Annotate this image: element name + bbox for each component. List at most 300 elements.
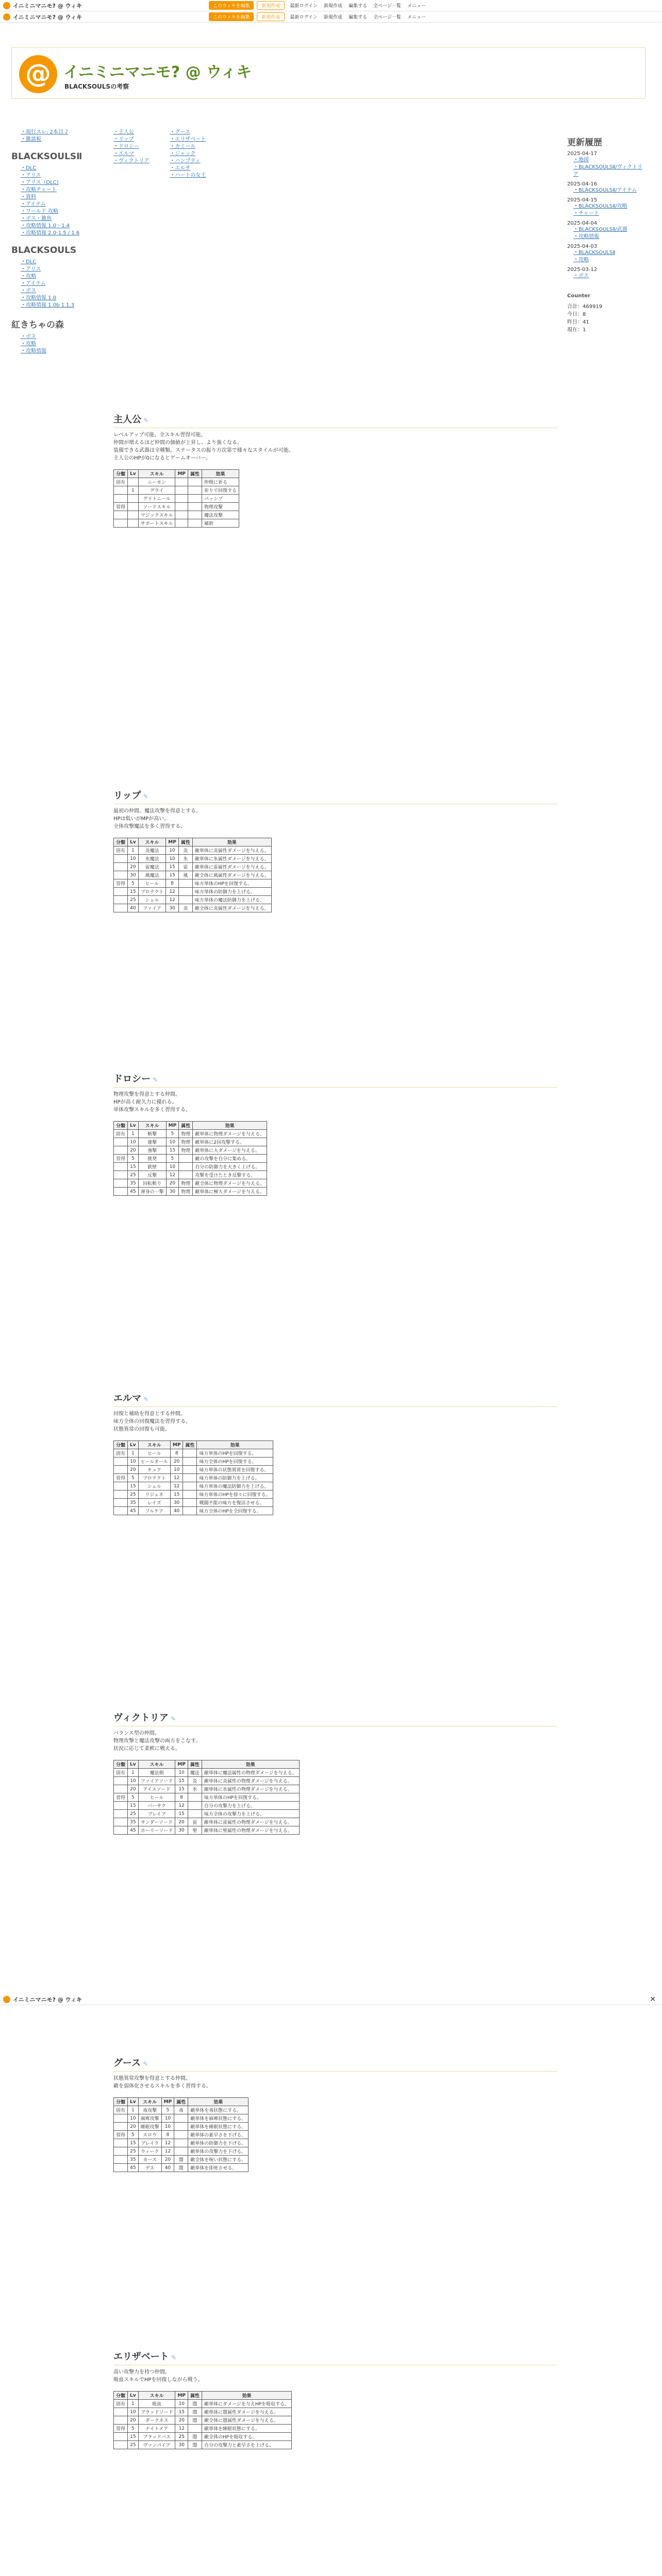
sidebar-link[interactable]: ・ アリス bbox=[21, 172, 84, 179]
table-cell bbox=[114, 2416, 128, 2425]
table-header-cell: Lv bbox=[128, 838, 139, 846]
table-cell: 20 bbox=[175, 2416, 188, 2425]
table-cell: 25 bbox=[175, 2433, 188, 2441]
table-cell: 5 bbox=[166, 1130, 179, 1138]
table-cell: 戦闘不能の味方を復活させる。 bbox=[197, 1499, 273, 1507]
edit-wiki-button[interactable]: このウィキを編集 bbox=[209, 1, 254, 10]
table-row bbox=[114, 2114, 249, 2123]
sidebar-link[interactable]: ・ 資料 bbox=[21, 194, 84, 201]
close-icon[interactable]: ✕ bbox=[650, 1995, 656, 2004]
table-cell: 15 bbox=[166, 1146, 179, 1155]
table-header-cell: Lv bbox=[128, 1441, 139, 1449]
app-title[interactable]: イニミニマニモ? @ ウィキ bbox=[13, 13, 82, 21]
table-row bbox=[114, 1130, 267, 1138]
table-header-row bbox=[114, 2098, 249, 2106]
table-cell: 習得 bbox=[114, 1793, 128, 1802]
table-cell bbox=[188, 1793, 202, 1802]
counter-now: 現在：1 bbox=[567, 327, 586, 333]
table-cell: 25 bbox=[128, 2147, 139, 2156]
sidebar-link[interactable]: ・ 攻略情報 1.0b 1.1.3 bbox=[21, 302, 84, 309]
table-row bbox=[114, 2408, 292, 2416]
section-heading[interactable]: リップ ✎ bbox=[113, 788, 557, 804]
menu-item-edit[interactable]: 編集する bbox=[349, 15, 368, 20]
toc-link[interactable]: ・ ハンプティ bbox=[170, 158, 206, 165]
new-page-button[interactable]: 新規作成 bbox=[257, 12, 285, 21]
table-cell: 15 bbox=[175, 1777, 188, 1785]
table-cell: 10 bbox=[170, 1466, 183, 1474]
counter-box bbox=[567, 292, 644, 334]
table-cell bbox=[175, 495, 188, 503]
menu-item-allpages[interactable]: 全ページ一覧 bbox=[373, 4, 401, 9]
table-cell bbox=[183, 1490, 197, 1499]
table-header-cell: スキル bbox=[138, 838, 166, 846]
sidebar-link[interactable]: ・ DLC bbox=[21, 259, 84, 266]
section-heading[interactable]: グース ✎ bbox=[113, 2056, 557, 2072]
toc-link[interactable]: ・ ハートの女王 bbox=[170, 172, 206, 179]
update-list bbox=[567, 226, 644, 241]
table-cell bbox=[114, 855, 128, 863]
table-cell: 炎魔法 bbox=[138, 846, 166, 855]
sidebar-link[interactable]: ・ 攻略情報 bbox=[21, 348, 84, 355]
table-header-cell: 属性 bbox=[179, 1122, 193, 1130]
table-cell: 25 bbox=[128, 1490, 139, 1499]
table-cell: 1 bbox=[128, 846, 139, 855]
section-body: バランス型の仲間。 物理攻撃と魔法攻撃の両方をこなす。 状況に応じて柔軟に戦える。 bbox=[113, 1731, 201, 1752]
table-cell bbox=[178, 888, 192, 896]
table-cell: 聖 bbox=[188, 1826, 202, 1835]
sidebar-link[interactable]: ・ アリス bbox=[21, 266, 84, 273]
menu-item-edit[interactable]: 編集する bbox=[349, 4, 368, 9]
table-cell bbox=[114, 1777, 128, 1785]
table-row bbox=[114, 871, 272, 879]
table-cell: 1 bbox=[128, 2400, 139, 2408]
table-header-cell: 効果 bbox=[202, 470, 239, 478]
update-link[interactable]: ・ 攻略 bbox=[573, 257, 644, 264]
sidebar-group-heading[interactable]: 紅きちゃの森 bbox=[11, 320, 64, 330]
sidebar-link[interactable]: ・ 攻略 bbox=[21, 341, 84, 348]
table-cell bbox=[114, 904, 128, 912]
table-cell: 10 bbox=[166, 1138, 179, 1146]
table-cell bbox=[114, 2156, 128, 2164]
table-row bbox=[114, 1826, 300, 1835]
table-cell bbox=[175, 486, 188, 495]
table-header-cell: 効果 bbox=[202, 2392, 292, 2400]
table-row bbox=[114, 2131, 249, 2139]
table-cell bbox=[183, 1499, 197, 1507]
table-cell bbox=[128, 478, 139, 486]
table-cell: 睡眠攻撃 bbox=[138, 2123, 161, 2131]
app-title[interactable]: イニミニマニモ? @ ウィキ bbox=[13, 1996, 82, 2003]
table-header-cell: 効果 bbox=[192, 838, 271, 846]
character-section bbox=[113, 1710, 557, 1835]
table-header-cell: 属性 bbox=[174, 2098, 188, 2106]
table-cell: ブレイブ bbox=[138, 1810, 175, 1818]
table-cell: 15 bbox=[175, 2408, 188, 2416]
table-cell: 習得 bbox=[114, 503, 128, 511]
table-cell: サンダーソード bbox=[138, 1818, 175, 1826]
table-cell: 攻撃を受けたとき反撃する。 bbox=[193, 1171, 267, 1179]
sidebar-link[interactable]: ・ アリス（DLC) bbox=[21, 179, 84, 187]
table-cell bbox=[114, 1810, 128, 1818]
table-cell: 10 bbox=[166, 1163, 179, 1171]
table-cell: 闇 bbox=[188, 2400, 202, 2408]
table-cell: 12 bbox=[170, 1474, 183, 1482]
table-cell bbox=[114, 863, 128, 871]
table-cell: 味方単体の状態異常を回復する。 bbox=[197, 1466, 273, 1474]
table-cell bbox=[179, 1163, 193, 1171]
table-cell bbox=[114, 1458, 128, 1466]
update-date: 2025-04-15 bbox=[567, 197, 598, 203]
table-cell: 30 bbox=[166, 904, 179, 912]
table-row bbox=[114, 1155, 267, 1163]
menu-item-menu[interactable]: メニュー bbox=[407, 4, 426, 9]
section-body: レベルアップ可能、全スキル習得可能。 仲間が増えるほど仲間の価値が上昇し、より強くなる。 装備できる武器は全種類。ステータスの振り方次第で様々なスタイルが可能。 主人公のHPが0になるとゲームオーバー。 bbox=[113, 432, 294, 461]
table-cell bbox=[114, 1466, 128, 1474]
table-cell bbox=[188, 503, 202, 511]
table-cell: 固有 bbox=[114, 1449, 128, 1458]
table-cell: 12 bbox=[175, 1802, 188, 1810]
update-link[interactable]: ・ BLACKSOULSⅡ/アイテム bbox=[573, 187, 644, 194]
table-cell: 固有 bbox=[114, 478, 128, 486]
table-cell: レイズ bbox=[138, 1499, 170, 1507]
counter-heading: Counter bbox=[567, 293, 590, 299]
sidebar-link[interactable]: ・ 攻略情報 1.0〜1.4 bbox=[21, 223, 84, 230]
table-cell bbox=[175, 511, 188, 519]
table-cell: 敵単体を睡眠状態にする。 bbox=[202, 2425, 292, 2433]
table-cell: ヒールオール bbox=[138, 1458, 170, 1466]
menu-item-new[interactable]: 新規作成 bbox=[324, 15, 343, 20]
table-cell: 35 bbox=[128, 1499, 139, 1507]
table-cell: 12 bbox=[161, 2147, 174, 2156]
table-cell: 45 bbox=[128, 1188, 139, 1196]
table-header-cell: 属性 bbox=[178, 838, 192, 846]
table-row bbox=[114, 1449, 273, 1458]
table-cell: 8 bbox=[161, 2131, 174, 2139]
sidebar-link[interactable]: ・ 雑談板 bbox=[21, 136, 84, 143]
table-cell: 敵全体に炎属性ダメージを与える。 bbox=[192, 904, 271, 912]
main-content bbox=[113, 129, 557, 200]
table-cell bbox=[114, 2123, 128, 2131]
toc-link[interactable]: ・ ジャック bbox=[170, 150, 206, 158]
table-cell: 15 bbox=[128, 2433, 139, 2441]
menu-item-new[interactable]: 新規作成 bbox=[324, 4, 343, 9]
table-header-cell: Lv bbox=[128, 1760, 139, 1769]
table-cell: 固有 bbox=[114, 1769, 128, 1777]
update-date: 2025-04-03 bbox=[567, 244, 598, 249]
table-row bbox=[114, 2441, 292, 2449]
sidebar-link[interactable]: ・ ボス bbox=[21, 287, 84, 295]
section-body: 状態異常攻撃を得意とする仲間。 敵を弱体化させるスキルを多く習得する。 bbox=[113, 2076, 211, 2089]
sidebar-link[interactable]: ・ 攻略情報 2.0-1.5 / 1.6 bbox=[21, 230, 84, 237]
table-cell bbox=[114, 511, 128, 519]
table-cell: 30 bbox=[170, 1499, 183, 1507]
table-cell: 敵単体に闇属性ダメージを与える。 bbox=[202, 2408, 292, 2416]
table-cell bbox=[174, 2147, 188, 2156]
table-cell bbox=[179, 1155, 193, 1163]
table-cell: 鉄壁 bbox=[138, 1163, 166, 1171]
table-cell: 敵単体を即死させる。 bbox=[188, 2164, 249, 2172]
sidebar-group-list bbox=[11, 259, 84, 309]
sidebar-link[interactable]: ・ ワールド 攻略 bbox=[21, 208, 84, 215]
counter-yesterday: 昨日：41 bbox=[567, 319, 589, 325]
site-logo[interactable]: @ bbox=[19, 55, 57, 93]
table-header-cell: Lv bbox=[128, 2392, 139, 2400]
table-cell: ヒール bbox=[138, 1793, 175, 1802]
table-cell: 15 bbox=[175, 1810, 188, 1818]
table-cell: 敵単体を毒状態にする。 bbox=[188, 2106, 249, 2114]
section-heading[interactable]: 主人公 ✎ bbox=[113, 412, 557, 428]
table-cell: 魔法攻撃 bbox=[202, 511, 239, 519]
table-cell: ヒール bbox=[138, 1449, 170, 1458]
table-cell bbox=[114, 1188, 128, 1196]
table-cell: 25 bbox=[128, 2441, 139, 2449]
update-list bbox=[567, 249, 644, 264]
table-cell: 5 bbox=[128, 2131, 139, 2139]
table-cell: 物理 bbox=[179, 1188, 193, 1196]
sidebar-link[interactable]: ・ 攻略チャート bbox=[21, 187, 84, 194]
table-cell: 魔法剣 bbox=[138, 1769, 175, 1777]
sidebar-link[interactable]: ・ ボス・雑魚 bbox=[21, 215, 84, 223]
menu-item-menu[interactable]: メニュー bbox=[407, 15, 426, 20]
table-cell: 氷 bbox=[188, 1785, 202, 1793]
table-cell: 5 bbox=[128, 1474, 139, 1482]
table-cell: 敵単体に炎属性ダメージを与える。 bbox=[192, 846, 271, 855]
table-cell: 10 bbox=[175, 1769, 188, 1777]
table-cell: 5 bbox=[161, 2106, 174, 2114]
table-header-row bbox=[114, 2392, 292, 2400]
table-header-cell: スキル bbox=[138, 2392, 175, 2400]
table-cell: 敵単体に大ダメージを与える。 bbox=[193, 1146, 267, 1155]
table-cell bbox=[183, 1482, 197, 1490]
table-row bbox=[114, 855, 272, 863]
update-link[interactable]: ・ ボス bbox=[573, 273, 644, 280]
table-cell: シェル bbox=[138, 896, 166, 904]
table-header-cell: Lv bbox=[128, 2098, 139, 2106]
table-cell bbox=[175, 503, 188, 511]
table-header-cell: 分類 bbox=[114, 1760, 128, 1769]
toc-link[interactable]: ・ ヴィクトリア bbox=[113, 158, 149, 165]
table-cell: 敵単体に炎属性の物理ダメージを与える。 bbox=[202, 1777, 299, 1785]
table-cell: サポートスキル bbox=[138, 519, 175, 528]
table-cell: ブレイク bbox=[138, 2139, 161, 2147]
table-cell: 固有 bbox=[114, 2400, 128, 2408]
update-date: 2025-03-12 bbox=[567, 267, 598, 273]
update-link[interactable]: ・ BLACKSOULSⅡ/攻略 bbox=[573, 203, 644, 210]
sidebar-link[interactable]: ・ アイテム bbox=[21, 201, 84, 208]
table-cell: 固有 bbox=[114, 2106, 128, 2114]
menu-item-login[interactable]: 最新ログイン bbox=[290, 15, 318, 20]
table-cell bbox=[178, 896, 192, 904]
character-section bbox=[113, 412, 557, 528]
sidebar-group-heading[interactable]: BLACKSOULS bbox=[11, 245, 77, 256]
character-section bbox=[113, 1391, 557, 1515]
table-cell: 敵全体を呪い状態にする。 bbox=[188, 2156, 249, 2164]
table-cell: 味方単体の防御力を上げる。 bbox=[197, 1474, 273, 1482]
table-cell: 敵全体に風属性ダメージを与える。 bbox=[192, 871, 271, 879]
table-cell: 敵全体のHPを吸収する。 bbox=[202, 2433, 292, 2441]
table-cell bbox=[188, 1802, 202, 1810]
table-cell: 物理 bbox=[179, 1146, 193, 1155]
table-cell: 氷魔法 bbox=[138, 855, 166, 863]
table-cell: 10 bbox=[128, 855, 139, 863]
table-cell: 20 bbox=[128, 2416, 139, 2425]
table-cell: 30 bbox=[175, 2441, 188, 2449]
app-title[interactable]: イニミニマニモ? @ ウィキ bbox=[13, 2, 82, 9]
table-cell bbox=[174, 2114, 188, 2123]
table-header-cell: Lv bbox=[128, 1122, 139, 1130]
sticky-app-bar bbox=[0, 11, 662, 23]
table-cell bbox=[114, 2408, 128, 2416]
sidebar-link[interactable]: ・ 攻略情報 1.0 bbox=[21, 295, 84, 302]
table-cell: 35 bbox=[128, 2156, 139, 2164]
table-row bbox=[114, 511, 239, 519]
table-cell: 味方単体の魔法防御力を上げる。 bbox=[192, 896, 271, 904]
section-heading[interactable]: ヴィクトリア ✎ bbox=[113, 1710, 557, 1726]
toc-link[interactable]: ・ ドロシー bbox=[113, 143, 149, 150]
section-heading[interactable]: ドロシー ✎ bbox=[113, 1072, 557, 1088]
table-header-cell: 効果 bbox=[202, 1760, 299, 1769]
wiki-logo-icon[interactable] bbox=[3, 1996, 10, 2003]
table-cell: 10 bbox=[128, 2114, 139, 2123]
table-row bbox=[114, 2164, 249, 2172]
table-cell: 習得 bbox=[114, 1474, 128, 1482]
table-row bbox=[114, 503, 239, 511]
wiki-logo-icon[interactable] bbox=[3, 13, 10, 21]
table-cell: ヴァンパイア bbox=[138, 2441, 175, 2449]
update-link[interactable]: ・ 地図 bbox=[573, 157, 644, 164]
table-header-cell: 分類 bbox=[114, 1441, 128, 1449]
table-cell: 習得 bbox=[114, 1155, 128, 1163]
table-cell: 敵単体の攻撃力を下げる。 bbox=[188, 2147, 249, 2156]
update-link[interactable]: ・ BLACKSOULSⅡ/ヴィクトリア bbox=[573, 164, 644, 178]
wiki-logo-icon[interactable] bbox=[3, 2, 10, 9]
table-cell: 45 bbox=[128, 2164, 139, 2172]
counter-total: 合計：469919 bbox=[567, 304, 603, 310]
table-cell: 10 bbox=[166, 855, 179, 863]
table-row bbox=[114, 495, 239, 503]
table-cell: 敵単体に氷属性ダメージを与える。 bbox=[192, 855, 271, 863]
table-row bbox=[114, 1507, 273, 1515]
table-header-row bbox=[114, 838, 272, 846]
toc-link[interactable]: ・ リップ bbox=[113, 136, 149, 143]
sidebar-group-heading[interactable]: BLACKSOULSⅡ bbox=[11, 151, 82, 162]
table-header-cell: MP bbox=[166, 1122, 179, 1130]
recent-updates-heading: 更新履歴 bbox=[567, 138, 602, 148]
table-row bbox=[114, 896, 272, 904]
table-row bbox=[114, 846, 272, 855]
table-cell: 12 bbox=[175, 2425, 188, 2433]
table-cell: 雷 bbox=[178, 863, 192, 871]
table-row bbox=[114, 2416, 292, 2425]
table-cell bbox=[114, 519, 128, 528]
table-cell: 雷 bbox=[188, 1818, 202, 1826]
table-cell: 20 bbox=[161, 2156, 174, 2164]
table-cell: 45 bbox=[128, 1826, 139, 1835]
table-cell: 毒攻撃 bbox=[138, 2106, 161, 2114]
toc-link[interactable]: ・ カミール bbox=[170, 143, 206, 150]
new-page-button[interactable]: 新規作成 bbox=[257, 1, 285, 10]
table-row bbox=[114, 1802, 300, 1810]
table-cell: グライ bbox=[138, 486, 175, 495]
top-app-bar bbox=[0, 0, 662, 11]
table-cell: 10 bbox=[128, 1777, 139, 1785]
table-row bbox=[114, 1793, 300, 1802]
table-row bbox=[114, 478, 239, 486]
table-cell bbox=[128, 503, 139, 511]
character-section bbox=[113, 788, 557, 912]
character-section bbox=[113, 2056, 557, 2172]
table-cell: 炎 bbox=[178, 846, 192, 855]
table-cell: 1 bbox=[128, 2106, 139, 2114]
overlay-app-bar bbox=[0, 1994, 662, 2005]
table-row bbox=[114, 1138, 267, 1146]
table-cell bbox=[175, 478, 188, 486]
edit-wiki-button[interactable]: このウィキを編集 bbox=[209, 12, 254, 21]
table-cell: 12 bbox=[161, 2139, 174, 2147]
update-link[interactable]: ・ BLACKSOULSⅡ bbox=[573, 249, 644, 257]
section-heading[interactable]: エルマ ✎ bbox=[113, 1391, 557, 1407]
table-cell: 反撃 bbox=[138, 1171, 166, 1179]
table-cell: 20 bbox=[128, 863, 139, 871]
table-row bbox=[114, 888, 272, 896]
table-header-cell: 分類 bbox=[114, 1122, 128, 1130]
sidebar-link[interactable]: ・ アイテム bbox=[21, 280, 84, 287]
table-cell: 麻痺攻撃 bbox=[138, 2114, 161, 2123]
sidebar-link[interactable]: ・ ボス bbox=[21, 333, 84, 341]
table-header-cell: スキル bbox=[138, 470, 175, 478]
update-link[interactable]: ・ BLACKSOULSⅡ/武器 bbox=[573, 226, 644, 233]
update-list bbox=[567, 273, 644, 280]
menu-item-allpages[interactable]: 全ページ一覧 bbox=[373, 15, 401, 20]
sidebar-link[interactable]: ・ 現行スレ: 2本目 ♪ bbox=[21, 129, 84, 136]
menu-item-login[interactable]: 最新ログイン bbox=[290, 4, 318, 9]
character-section bbox=[113, 2349, 557, 2449]
table-cell bbox=[114, 1163, 128, 1171]
table-cell: 敵単体に魔法属性の物理ダメージを与える。 bbox=[202, 1769, 299, 1777]
table-cell: 物理 bbox=[179, 1179, 193, 1188]
section-heading[interactable]: エリザベート ✎ bbox=[113, 2349, 557, 2365]
toc-link[interactable]: ・ グース bbox=[170, 129, 206, 136]
table-cell bbox=[188, 486, 202, 495]
update-link[interactable]: ・ チャート bbox=[573, 210, 644, 217]
table-cell: 習得 bbox=[114, 2131, 128, 2139]
table-cell: 15 bbox=[128, 888, 139, 896]
table-cell bbox=[188, 2425, 202, 2433]
toc-link[interactable]: ・ エルサ bbox=[170, 165, 206, 172]
toc-link[interactable]: ・ エルマ bbox=[113, 150, 149, 158]
table-cell: ウィーク bbox=[138, 2147, 161, 2156]
update-link[interactable]: ・ 攻略情報 bbox=[573, 233, 644, 241]
table-cell: 20 bbox=[128, 1146, 139, 1155]
table-cell bbox=[114, 1826, 128, 1835]
site-title[interactable]: イニミニマニモ? @ ウィキ bbox=[63, 63, 252, 81]
toc-link[interactable]: ・ 主人公 bbox=[113, 129, 149, 136]
table-cell: キュア bbox=[138, 1466, 170, 1474]
toc-link[interactable]: ・ エリザベート bbox=[170, 136, 206, 143]
table-cell bbox=[114, 1171, 128, 1179]
table-cell bbox=[183, 1449, 197, 1458]
table-cell: 氷 bbox=[178, 855, 192, 863]
table-row bbox=[114, 1474, 273, 1482]
table-header-cell: 分類 bbox=[114, 2392, 128, 2400]
table-cell: 味方単体の魔法防御力を上げる。 bbox=[197, 1482, 273, 1490]
sidebar-link[interactable]: ・ DLC bbox=[21, 165, 84, 172]
table-cell bbox=[179, 1171, 193, 1179]
sidebar-link[interactable]: ・ 攻略 bbox=[21, 273, 84, 280]
table-row bbox=[114, 1188, 267, 1196]
table-header-cell: 属性 bbox=[188, 1760, 202, 1769]
table-row bbox=[114, 519, 239, 528]
